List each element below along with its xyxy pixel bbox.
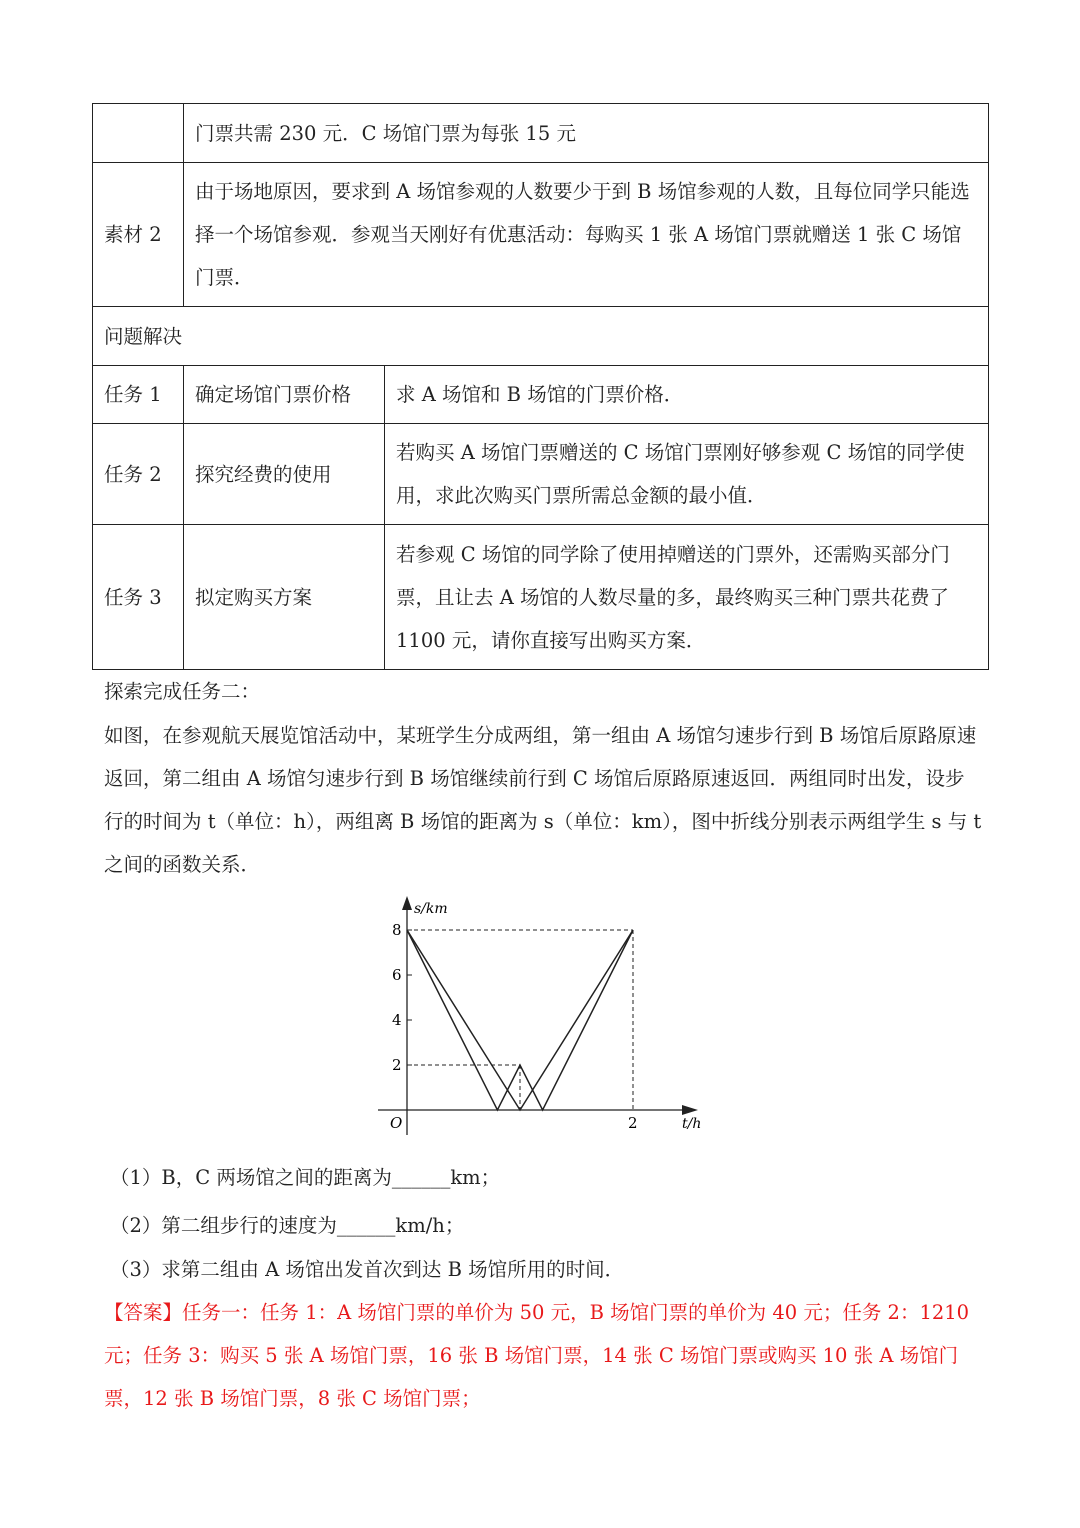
answer: 【答案】任务一：任务 1：A 场馆门票的单价为 50 元，B 场馆门票的单价为 40 元；任务 2：1210 元；任务 3：购买 5 张 A 场馆门票，16 张 B 场馆门票，14 张 C 场馆门票或购买 10 张 A 场馆门票，12 张 B 场馆门票，8 张 C 场馆门票；: [104, 1301, 970, 1410]
empty-cell: [93, 104, 184, 163]
material-2-content: 由于场地原因，要求到 A 场馆参观的人数要少于到 B 场馆参观的人数，且每位同学只能选择一个场馆参观．参观当天刚好有优惠活动：每购买 1 张 A 场馆门票就赠送 1 张 C 场馆门票．: [184, 163, 989, 307]
question-1: （1）B，C 两场馆之间的距离为______km；: [110, 1166, 501, 1189]
origin-label: O: [390, 1114, 403, 1132]
x-tick-label: 2: [628, 1114, 638, 1132]
material-1-cont: 门票共需 230 元．C 场馆门票为每张 15 元: [184, 104, 989, 163]
x-axis-arrow: [682, 1105, 698, 1115]
task-label: 任务 2: [93, 424, 184, 525]
task-name: 拟定购买方案: [184, 525, 385, 670]
task-name: 确定场馆门票价格: [184, 366, 385, 424]
question-2: （2）第二组步行的速度为______km/h；: [110, 1214, 465, 1237]
section-heading: 问题解决: [93, 307, 989, 366]
distance-time-chart: [370, 890, 710, 1140]
task-content: 若购买 A 场馆门票赠送的 C 场馆门票刚好够参观 C 场馆的同学使用，求此次购买门票所需总金额的最小值．: [385, 424, 989, 525]
x-axis-label: t/h: [682, 1116, 702, 1132]
y-axis-label: s/km: [414, 901, 448, 917]
task-label: 任务 3: [93, 525, 184, 670]
material-2-label: 素材 2: [93, 163, 184, 307]
y-axis-arrow: [402, 896, 412, 910]
y-tick-label: 2: [392, 1056, 402, 1074]
y-tick-label: 4: [392, 1011, 402, 1029]
y-tick-label: 6: [392, 966, 402, 984]
task-content: 若参观 C 场馆的同学除了使用掉赠送的门票外，还需购买部分门票，且让去 A 场馆的人数尽量的多，最终购买三种门票共花费了 1100 元，请你直接写出购买方案．: [385, 525, 989, 670]
task-content: 求 A 场馆和 B 场馆的门票价格．: [385, 366, 989, 424]
y-tick-label: 8: [392, 921, 402, 939]
task-name: 探究经费的使用: [184, 424, 385, 525]
task2-intro: 如图，在参观航天展览馆活动中，某班学生分成两组，第一组由 A 场馆匀速步行到 B 场馆后原路原速返回，第二组由 A 场馆匀速步行到 B 场馆继续前行到 C 场馆后原路原速返回．两组同时出发，设步行的时间为 t（单位：h），两组离 B 场馆的距离为 s（单位：km），图中折线分别表示两组学生 s 与 t 之间的函数关系．: [104, 724, 982, 876]
question-3: （3）求第二组由 A 场馆出发首次到达 B 场馆所用的时间．: [110, 1258, 625, 1281]
task-table: [92, 103, 989, 670]
task2-heading: 探索完成任务二：: [104, 680, 261, 703]
task-label: 任务 1: [93, 366, 184, 424]
